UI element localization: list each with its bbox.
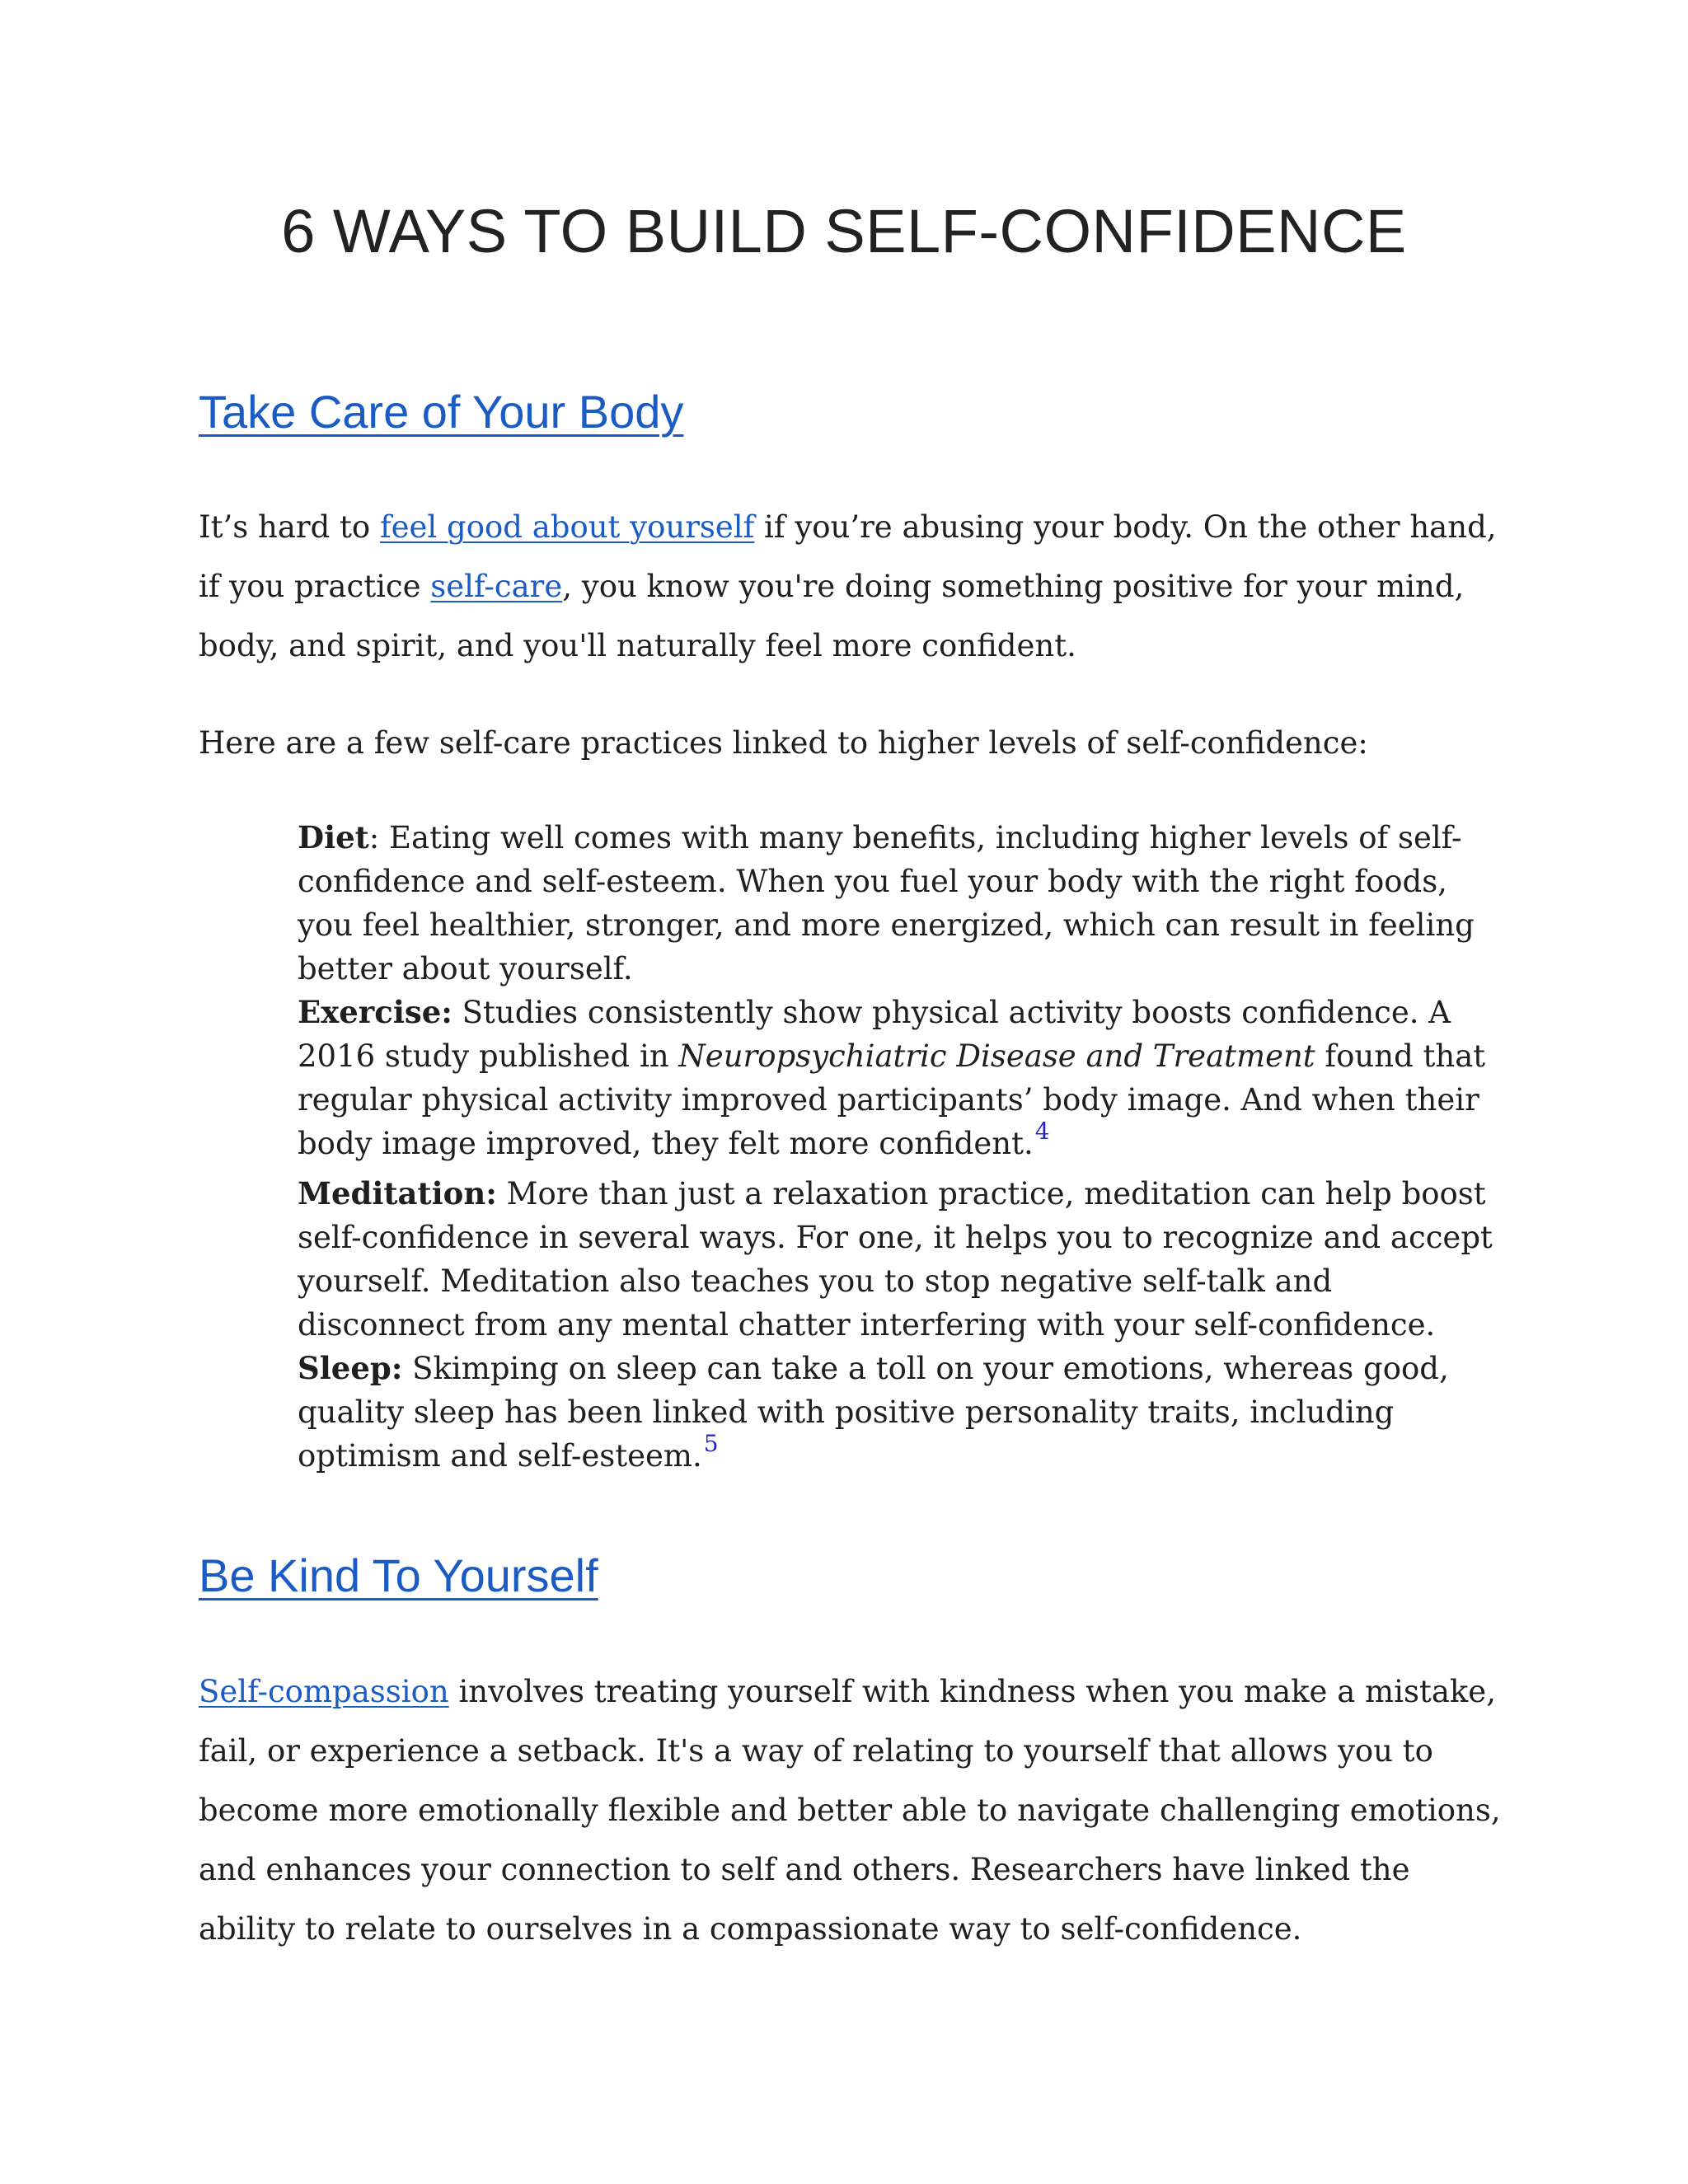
text-span: involves treating yourself with kindness when you make a mistake, fail, or experience a setback. It's a way of relating to yourself that allows you to become more emotionally flexible and better able to navigate challenging emotions, and enhances your connection to self and others. Researchers have linked the ability to relate to ourselves in a compassionate way to self-confidence. <box>199 1674 1501 1947</box>
term-diet: Diet <box>298 819 369 855</box>
self-care-practices-list <box>298 816 1501 1478</box>
self-compassion-paragraph <box>199 1662 1501 1959</box>
journal-title: Neuropsychiatric Disease and Treatment <box>678 1038 1315 1074</box>
term-exercise: Exercise: <box>298 994 452 1030</box>
self-care-lead-paragraph: Here are a few self-care practices linked to higher levels of self-confidence: <box>199 725 1368 761</box>
footnote-5-link[interactable]: 5 <box>703 1430 719 1457</box>
heading-take-care-of-your-body[interactable]: Take Care of Your Body <box>199 386 684 438</box>
item-text: Skimping on sleep can take a toll on your emotions, whereas good, quality sleep has been linked with positive personality traits, including optimism and self-esteem. <box>298 1351 1449 1474</box>
list-item-meditation <box>298 1172 1501 1347</box>
list-item-exercise <box>298 991 1501 1165</box>
item-text: : Eating well comes with many benefits, including higher levels of self-confidence and self-esteem. When you fuel your body with the right foods, you feel healthier, stronger, and more energized, which can result in feeling better about yourself. <box>298 820 1475 987</box>
list-item-sleep <box>298 1347 1501 1478</box>
term-meditation: Meditation: <box>298 1175 497 1212</box>
text-span: if you’re abusing your body. On the other hand, if you practice <box>199 509 1497 604</box>
footnote-4-link[interactable]: 4 <box>1034 1118 1050 1145</box>
list-item-diet <box>298 816 1501 991</box>
term-sleep: Sleep: <box>298 1350 403 1386</box>
self-compassion-link[interactable]: Self-compassion <box>199 1674 449 1709</box>
self-care-link[interactable]: self-care <box>430 569 563 604</box>
item-text: found that regular physical activity improved participants’ body image. And when their body image improved, they felt more confident. <box>298 1038 1486 1161</box>
item-text: Studies consistently show physical activity boosts confidence. A 2016 study published in <box>298 995 1451 1074</box>
heading-be-kind-to-yourself[interactable]: Be Kind To Yourself <box>199 1549 598 1601</box>
text-span: It’s hard to <box>199 509 380 545</box>
document-title: 6 WAYS TO BUILD SELF-CONFIDENCE <box>281 197 1407 265</box>
text-span: , you know you're doing something positive for your mind, body, and spirit, and you'll naturally feel more confident. <box>199 569 1465 663</box>
item-text: More than just a relaxation practice, meditation can help boost self-confidence in several ways. For one, it helps you to recognize and accept yourself. Meditation also teaches you to stop negative self-talk and disconnect from any mental chatter interfering with your self-confidence. <box>298 1176 1493 1343</box>
body-care-paragraph <box>199 498 1501 676</box>
feel-good-about-yourself-link[interactable]: feel good about yourself <box>379 509 755 545</box>
